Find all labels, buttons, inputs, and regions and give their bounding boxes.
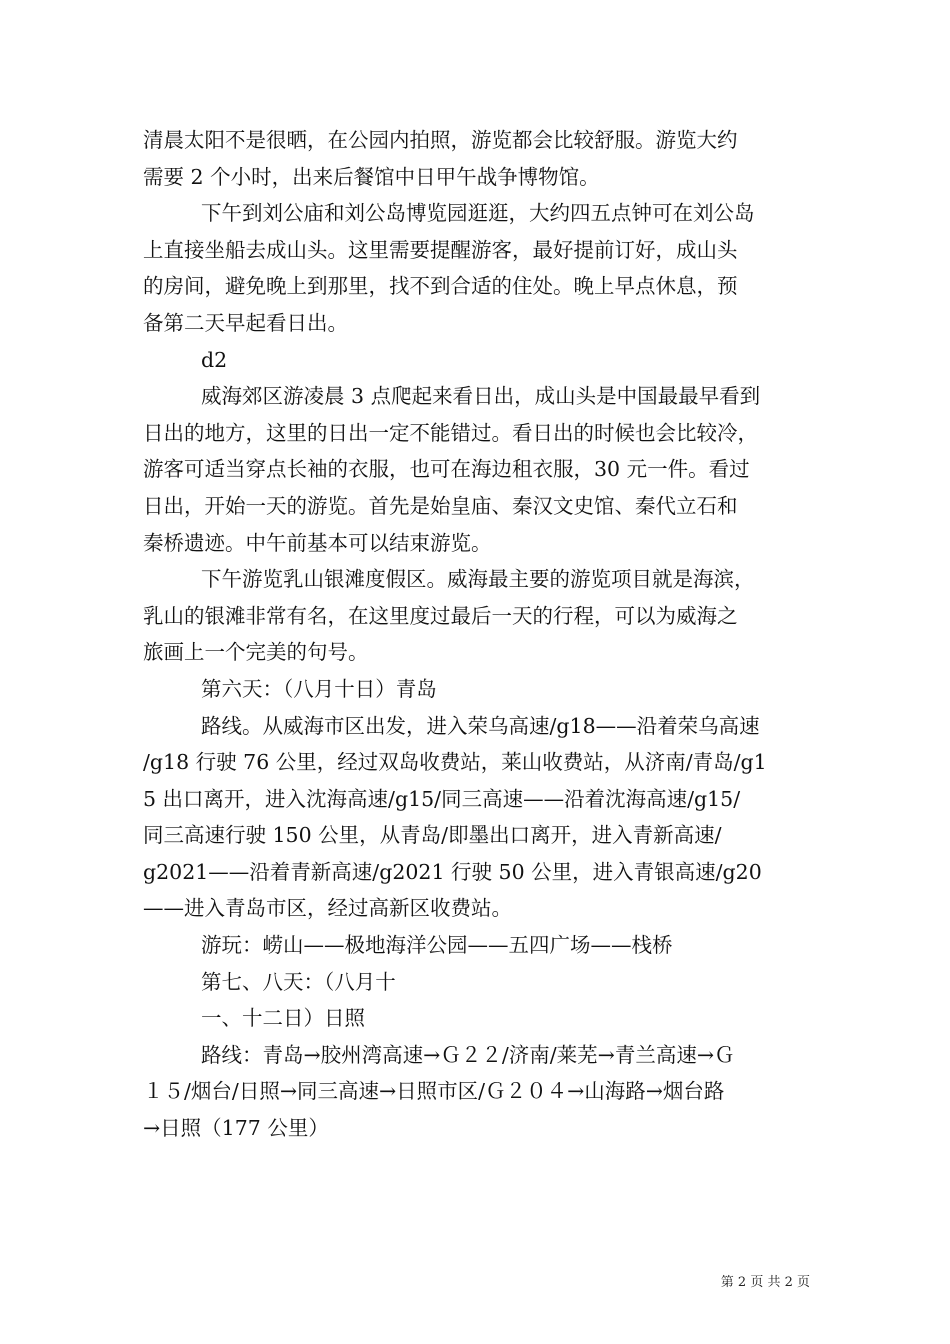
paragraph-start-line: 下午到刘公庙和刘公岛博览园逛逛，大约四五点钟可在刘公岛 (201, 201, 755, 226)
text-line: 乳山的银滩非常有名，在这里度过最后一天的行程，可以为威海之 (143, 603, 738, 628)
text-line: 日出的地方，这里的日出一定不能错过。看日出的时候也会比较冷， (143, 420, 758, 445)
page-number-footer: 第 2 页 共 2 页 (720, 1275, 810, 1290)
text-line: 上直接坐船去成山头。这里需要提醒游客，最好提前订好，成山头 (143, 237, 738, 262)
paragraph-start-line: 游玩：崂山——极地海洋公园——五四广场——栈桥 (201, 933, 673, 958)
text-line: １５/烟台/日照→同三高速→日照市区/Ｇ２０４→山海路→烟台路 (143, 1079, 725, 1104)
day-heading-line: 第六天：（八月十日）青岛 (201, 676, 437, 701)
text-line: 秦桥遗迹。中午前基本可以结束游览。 (143, 530, 492, 555)
text-line: g2021——沿着青新高速/g2021 行驶 50 公里，进入青银高速/g20 (143, 859, 762, 884)
document-body (143, 122, 809, 1147)
text-line: 旅画上一个完美的句号。 (143, 640, 369, 665)
day-heading-line: 第七、八天：（八月十 (201, 969, 396, 994)
text-line: 清晨太阳不是很晒，在公园内拍照，游览都会比较舒服。游览大约 (143, 128, 738, 152)
paragraph-start-line: 路线。从威海市区出发，进入荣乌高速/g18——沿着荣乌高速 (201, 713, 760, 738)
text-line: 5 出口离开，进入沈海高速/g15/同三高速——沿着沈海高速/g15/ (143, 786, 741, 811)
paragraph-start-line: 路线：青岛→胶州湾高速→Ｇ２２/济南/莱芜→青兰高速→Ｇ (201, 1042, 735, 1067)
day-label-line: d2 (201, 347, 228, 372)
paragraph-start-line: 下午游览乳山银滩度假区。威海最主要的游览项目就是海滨， (201, 567, 755, 592)
text-line: 同三高速行驶 150 公里，从青岛/即墨出口离开，进入青新高速/ (143, 823, 722, 848)
text-line: 游客可适当穿点长袖的衣服，也可在海边租衣服，30 元一件。看过 (143, 457, 750, 482)
text-line: /g18 行驶 76 公里，经过双岛收费站，莱山收费站，从济南/青岛/g1 (143, 750, 767, 775)
text-line: →日照（177 公里） (143, 1116, 329, 1141)
text-line: 日出，开始一天的游览。首先是始皇庙、秦汉文史馆、秦代立石和 (143, 493, 738, 518)
day-heading-line: 一、十二日）日照 (201, 1006, 365, 1031)
text-line: 需要 2 个小时，出来后餐馆中日甲午战争博物馆。 (143, 164, 600, 189)
text-line: 备第二天早起看日出。 (143, 310, 348, 335)
text-line: ——进入青岛市区，经过高新区收费站。 (143, 896, 512, 921)
paragraph-start-line: 威海郊区游凌晨 3 点爬起来看日出，成山头是中国最最早看到 (201, 384, 761, 409)
text-line: 的房间，避免晚上到那里，找不到合适的住处。晚上早点休息，预 (143, 274, 738, 299)
